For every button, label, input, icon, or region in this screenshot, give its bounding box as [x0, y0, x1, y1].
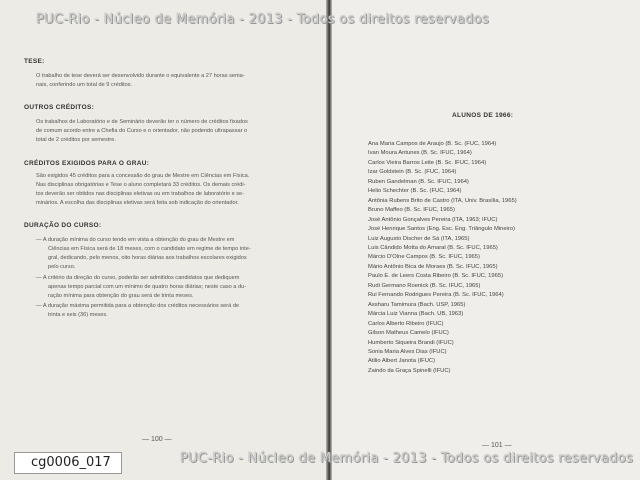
text-line: Os trabalhos de Laboratório e de Seminário deverão ter o número de créditos fixados: [36, 119, 248, 125]
list-item: Atilio Albert Janota (IFUC): [368, 358, 436, 365]
section-title-creditos: CRÉDITOS EXIGIDOS PARA O GRAU:: [24, 160, 150, 167]
page-number-left: — 100 —: [142, 436, 172, 443]
text-line: — A duração mínima do curso tendo em vista a obtenção do grau de Mestre em: [36, 237, 235, 243]
list-item: Luis Cândido Motta do Amaral (B. Sc. IFUC, 1965): [368, 244, 498, 251]
list-item: Rudi Germano Roenick (B. Sc. IFUC, 1965): [368, 282, 481, 289]
text-line: apenas tempo parcial com um mínimo de quatro horas diárias; neste caso a du-: [48, 284, 247, 290]
list-item: Rui Fernando Rodrigues Pereira (B. Sc. IFUC, 1964): [368, 292, 504, 299]
list-item: Ana Maria Campos de Araujo (B. Sc. (FUC, 1964): [368, 141, 497, 147]
page-number-right: — 101 —: [482, 442, 512, 449]
text-line: de comum acordo entre a Chefia do Curso e o orientador, não podendo ultrapassar o: [36, 128, 248, 134]
list-item: Sonia Maria Alves Dias (IFUC): [368, 348, 447, 355]
text-line: Ciências em Física será de 18 meses, com o candidato em regime de tempo inte-: [48, 246, 251, 252]
text-line: nais, conferindo um total de 9 créditos.: [36, 82, 133, 88]
text-line: São exigidos 45 créditos para a concessão do grau de Mestre em Ciências em Física.: [36, 173, 250, 179]
list-item: Zaindo da Graça Spinelli (IFUC): [368, 367, 451, 374]
text-line: — A critério da direção do curso, poderão ser admitidos candidatos que dediquem: [36, 275, 240, 281]
students-heading: ALUNOS DE 1966:: [452, 112, 514, 119]
section-title-tese: TESE:: [24, 58, 45, 65]
bullet-duracao-3: [36, 302, 308, 320]
paragraph-outros: [36, 118, 306, 145]
students-list: [368, 140, 517, 376]
list-item: Assharu Tamimura (Bach. USP, 1965): [368, 301, 466, 308]
text-line: — A duração máxima permitida para a obtenção dos créditos necessários será de: [36, 303, 240, 309]
list-item: Ruben Gandelman (B. Sc. IFUC, 1964): [368, 178, 469, 185]
list-item: Antônia Rubens Brito de Castro (ITA, Univ. Brasília, 1965): [368, 197, 517, 204]
section-title-outros: OUTROS CRÉDITOS:: [24, 104, 95, 111]
watermark-bottom: PUC-Rio - Núcleo de Memória - 2013 - Todos os direitos reservados: [180, 451, 634, 466]
list-item: Luiz Augusto Discher de Sá (ITA, 1965): [368, 235, 470, 242]
text-line: gral, dedicando, pelo menos, oito horas diárias aos trabalhos escolares exigidos: [48, 255, 247, 261]
list-item: Carlos Alberto Ribeiro (IFUC): [368, 320, 444, 327]
list-item: Izar Goldstein (B. Sc. (FUC, 1964): [368, 169, 457, 176]
watermark-top: PUC-Rio - Núcleo de Memória - 2013 - Todos os direitos reservados: [36, 12, 490, 27]
list-item: Helio Schechter (B. Sc. (FUC, 1964): [368, 188, 462, 195]
section-title-duracao: DURAÇÃO DO CURSO:: [24, 222, 102, 229]
text-line: O trabalho de tese deverá ser desenvolvido durante o equivalente a 27 horas sema-: [36, 73, 245, 79]
bullet-duracao-1: [36, 236, 308, 272]
text-line: pelo curso.: [48, 264, 76, 270]
list-item: Humberto Siqueira Brandi (IFUC): [368, 339, 454, 346]
list-item: Bruno Maffeo (B. Sc. IFUC, 1965): [368, 207, 455, 214]
list-item: Carlos Vieira Barros Leite (B. Sc. IFUC, 1964): [368, 159, 487, 166]
list-item: Márcia Luiz Vianna (Bach. UB, 1963): [368, 311, 464, 318]
text-line: tos deverão ser obtidos nas disciplinas eletivas ou em trabalhos de laboratório e se-: [36, 191, 245, 197]
list-item: Gilson Matheus Camelo (IFUC): [368, 330, 449, 337]
archive-label: cg0006_017: [14, 452, 122, 474]
bullet-duracao-2: [36, 274, 308, 301]
list-item: Ivan Moura Antunes (B. Sc. IFUC, 1964): [368, 150, 472, 157]
list-item: Paulo E. de Leers Costa Ribeiro (B. Sc. IFUC, 1965): [368, 273, 503, 280]
list-item: Márcio D'Olne Campos (B. Sc. IFUC, 1965): [368, 254, 480, 261]
text-line: Nas disciplinas obrigatórias e Tese o aluno completará 33 créditos. Os demais crédi-: [36, 182, 246, 188]
text-line: trinta e seis (36) meses.: [48, 312, 108, 318]
paragraph-creditos: [36, 172, 306, 208]
list-item: José Antônio Gonçalves Pereira (ITA, 1963; IFUC): [368, 216, 498, 223]
text-line: minários. A escolha das disciplinas eletivas será feita sob indicação do orientador.: [36, 200, 239, 206]
list-item: José Henrique Santos (Eng. Esc. Eng. Triângulo Mineiro): [368, 226, 515, 233]
paragraph-tese: [36, 72, 306, 90]
text-line: total de 2 créditos por semestre.: [36, 137, 116, 143]
list-item: Mário Antônio Bica de Moraes (B. Sc. IFUC, 1965): [368, 263, 498, 270]
text-line: ração mínima para obtenção do grau será de trinta meses.: [48, 293, 194, 299]
